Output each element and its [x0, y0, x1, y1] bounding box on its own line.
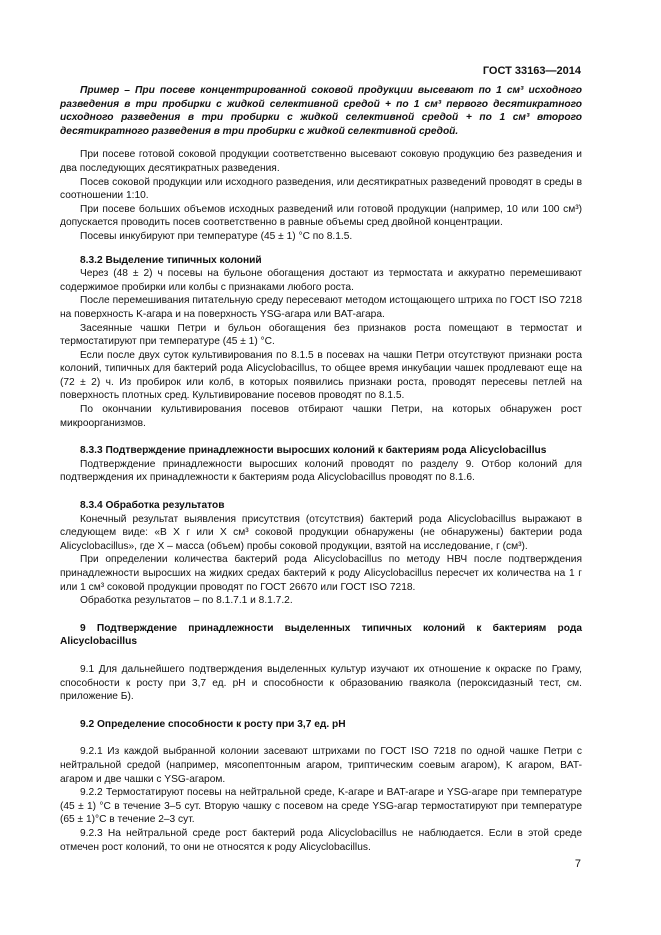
paragraph: Посевы инкубируют при температуре (45 ± 1) °С по 8.1.5. — [80, 230, 353, 242]
paragraph: Подтверждение принадлежности выросших колоний проводят по разделу 9. Отбор колоний для подтверждения их принадлежности к бактериям рода Alicyclobacillus проводят по 8.1.6. — [60, 458, 582, 484]
section-heading-8-3-3: 8.3.3 Подтверждение принадлежности выросших колоний к бактериям рода Alicyclobacillus — [80, 445, 547, 457]
paragraph: Конечный результат выявления присутствия (отсутствия) бактерий рода Alicyclobacillus выражают в следующем виде: «В X г или X см³ соковой продукции обнаружены (не обнаружены) бактерии рода Alicyclobacillus», где X – масса (объем) пробы соковой продукции, взятой на исследование, г (см³). — [60, 513, 582, 552]
paragraph: Посев соковой продукции или исходного разведения, или десятикратных разведений проводят в среды в соотношении 1:10. — [60, 176, 582, 202]
paragraph: При посеве готовой соковой продукции соответственно высевают соковую продукцию без разведения и два последующих десятикратных разведения. — [60, 149, 582, 174]
paragraph: При определении количества бактерий рода Alicyclobacillus по методу НВЧ после подтверждения принадлежности выросших на жидких средах бактерий к роду Alicyclobacillus пересчет их количества на 1 г или 1 см³ соковой продукции проводят по ГОСТ 26670 или ГОСТ ISO 7218. — [60, 554, 582, 593]
section-heading-9: 9 Подтверждение принадлежности выделенных типичных колоний к бактериям рода Alicyclobacillus — [60, 622, 582, 648]
section-9-2-body — [60, 745, 582, 854]
paragraph: Засеянные чашки Петри и бульон обогащения без признаков роста помещают в термостат и термостатируют при температуре (45 ± 1) °С. — [60, 322, 582, 348]
section-heading-8-3-4: 8.3.4 Обработка результатов — [80, 500, 225, 512]
document-standard-id: ГОСТ 33163—2014 — [482, 65, 581, 77]
page-body — [60, 84, 582, 854]
paragraph: 9.2.3 На нейтральной среде рост бактерий рода Alicyclobacillus не наблюдается. Если в этой среде отмечен рост колоний, то они не относятся к роду Alicyclobacillus. — [60, 827, 582, 853]
section-heading-8-3-2: 8.3.2 Выделение типичных колоний — [80, 254, 262, 266]
paragraph: Обработка результатов – по 8.1.7.1 и 8.1.7.2. — [80, 595, 293, 607]
paragraph: При посеве больших объемов исходных разведений или готовой продукции (например, 10 или 100 см³) допускается проводить посев соответственно в равные объемы сред двойной концентрации. — [60, 203, 582, 229]
paragraph: Если после двух суток культивирования по 8.1.5 в посевах на чашки Петри отсутствуют признаки роста колоний, типичных для бактерий рода Alicyclobacillus, то общее время инкубации чашек продлевают еще на (72 ± 2) ч. Из пробирок или колб, в которых появились признаки роста, проводят пересевы петлей на поверхность плотных сред. Культивирование посевов проводят по 8.1.5. — [60, 349, 582, 402]
paragraph: 9.2.1 Из каждой выбранной колонии засевают штрихами по ГОСТ ISO 7218 по одной чашке Петри с нейтральной средой (например, мясопептонным агаром, триптическим соевым агаром), K агаром, BAT-агаром и две чашки с YSG-агаром. — [60, 746, 582, 785]
paragraph: 9.1 Для дальнейшего подтверждения выделенных культур изучают их отношение к окраске по Граму, способности к росту при 3,7 ед. рН и способности к образованию гваякола (пероксидазный тест, см. приложение Б). — [60, 663, 582, 703]
section-heading-9-2: 9.2 Определение способности к росту при 3,7 ед. рН — [80, 718, 346, 730]
paragraph: 9.2.2 Термостатируют посевы на нейтральной среде, K-агаре и BAT-агаре и YSG-агаре при температуре (45 ± 1) °С в течение 3–5 сут. Вторую чашку с посевом на среде YSG-агар термостатируют при температуре (65 ± 1)°С в течение 2–3 сут. — [60, 787, 582, 826]
page-number: 7 — [574, 858, 581, 870]
sowing-paragraphs — [60, 148, 582, 243]
paragraph: По окончании культивирования посевов отбирают чашки Петри, на которых обнаружен рост микроорганизмов. — [60, 404, 582, 429]
paragraph: После перемешивания питательную среду пересевают методом истощающего штриха по ГОСТ ISO 7218 на поверхность K-агара и на поверхность YSG-агара или BAT-агара. — [60, 295, 582, 320]
paragraph: Через (48 ± 2) ч посевы на бульоне обогащения достают из термостата и аккуратно перемешивают содержимое пробирки или колбы с признаками любого роста. — [60, 268, 582, 293]
example-paragraph: Пример – При посеве концентрированной соковой продукции высевают по 1 см³ исходного разведения в три пробирки с жидкой селективной средой + по 1 см³ первого десятикратного исходного разведения в три пробирки с жидкой селективной средой + по 1 см³ второго десятикратного разведения в три пробирки с жидкой селективной средой. — [60, 85, 582, 137]
